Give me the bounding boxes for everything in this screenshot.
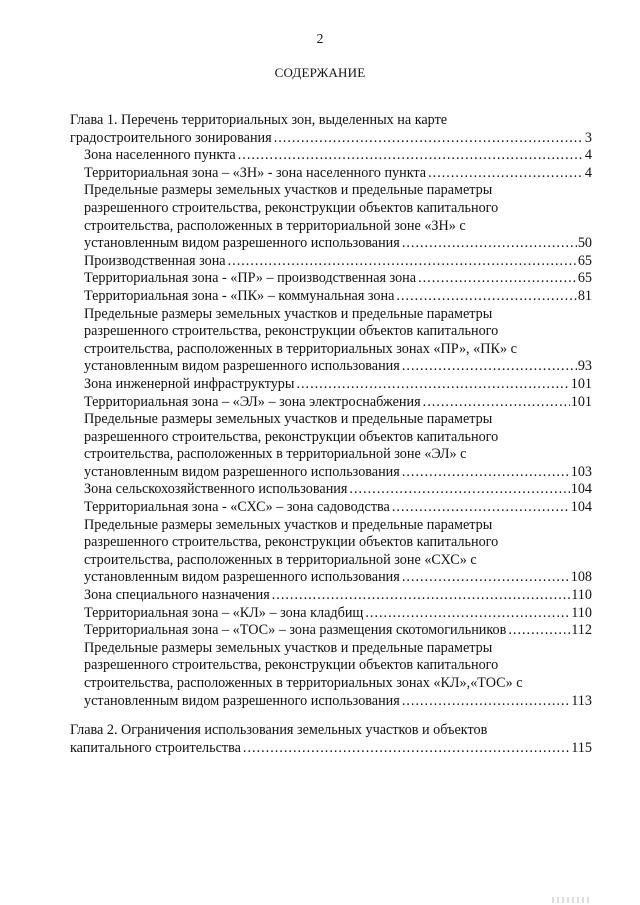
- toc-page-number: 115: [571, 739, 592, 756]
- dot-leader: [402, 358, 577, 376]
- toc-page-number: 50: [577, 235, 592, 252]
- page-title: СОДЕРЖАНИЕ: [274, 65, 366, 80]
- toc-entry-title: Территориальная зона - «ПР» – производственная зона: [84, 270, 417, 287]
- toc-entry-line: строительства, расположенных в территориальной зоне «ЭЛ» с: [84, 446, 467, 463]
- toc-page-number: 101: [570, 393, 592, 410]
- dot-leader: [228, 253, 577, 271]
- toc-entry-line: Предельные размеры земельных участков и предельные параметры: [84, 516, 493, 533]
- toc-entry: [84, 640, 592, 710]
- toc-entry-title: установленным видом разрешенного использования: [84, 358, 400, 375]
- toc-entry: [84, 481, 592, 499]
- toc-entry-line: Глава 1. Перечень территориальных зон, выделенных на карте: [70, 112, 448, 128]
- toc-entry: [84, 253, 592, 271]
- toc-entry-line: разрешенного строительства, реконструкции объектов капитального: [84, 199, 499, 216]
- toc-page-number: 113: [571, 692, 592, 709]
- toc-page-number: 104: [570, 499, 592, 516]
- toc-entry-last-line: [84, 165, 592, 183]
- toc-entry-title: Территориальная зона – «ЗН» - зона населенного пункта: [84, 164, 427, 181]
- toc-page-number: 103: [570, 463, 592, 480]
- dot-leader: [508, 622, 570, 640]
- toc-page-number: 4: [584, 164, 592, 181]
- toc-entry: [84, 605, 592, 623]
- toc-entry: [84, 288, 592, 306]
- toc-page-number: 3: [584, 129, 592, 146]
- toc-entry-title: установленным видом разрешенного использования: [84, 235, 400, 252]
- toc-entry-title: Производственная зона: [84, 252, 226, 269]
- toc-entry: [84, 411, 592, 481]
- toc-entry-line: разрешенного строительства, реконструкции объектов капитального: [84, 428, 499, 445]
- dot-leader: [243, 740, 570, 758]
- toc-entry-last-line: [84, 270, 592, 288]
- dot-leader: [396, 288, 576, 306]
- toc-entry-title: установленным видом разрешенного использования: [84, 569, 400, 586]
- dot-leader: [402, 464, 570, 482]
- dot-leader: [296, 376, 569, 394]
- toc-entry: [84, 165, 592, 183]
- toc-entry-last-line: [84, 288, 592, 306]
- toc-entry-line: Предельные размеры земельных участков и предельные параметры: [84, 411, 493, 428]
- toc-entry: [84, 587, 592, 605]
- dot-leader: [423, 394, 570, 412]
- toc-entry: [84, 376, 592, 394]
- toc-entry: [84, 182, 592, 252]
- dot-leader: [349, 481, 569, 499]
- toc-entry: [84, 306, 592, 376]
- toc-page-number: 65: [577, 252, 592, 269]
- dot-leader: [274, 130, 584, 148]
- dot-leader: [272, 587, 571, 605]
- toc-entry-last-line: [84, 693, 592, 711]
- toc-entry-title: градостроительного зонирования: [70, 129, 272, 146]
- dot-leader: [402, 235, 577, 253]
- toc-page-number: 110: [571, 587, 592, 604]
- page-number: 2: [316, 31, 324, 46]
- toc-entry-title: установленным видом разрешенного использования: [84, 463, 400, 480]
- toc-entry-last-line: [84, 499, 592, 517]
- toc-entry-title: Зона населенного пункта: [84, 147, 236, 164]
- toc-entry-line: Глава 2. Ограничения использования земельных участков и объектов: [70, 722, 488, 739]
- toc-page-number: 108: [570, 569, 592, 586]
- toc-entry-last-line: [84, 464, 592, 482]
- toc-entry-title: Зона сельскохозяйственного использования: [84, 481, 348, 498]
- dot-leader: [392, 499, 570, 517]
- toc-entry-title: Территориальная зона – «ЭЛ» – зона электроснабжения: [84, 393, 421, 410]
- toc-page-number: 4: [584, 147, 592, 164]
- toc-entry: [84, 622, 592, 640]
- toc-entry-last-line: [70, 130, 592, 148]
- dot-leader: [238, 147, 584, 165]
- dot-leader: [418, 270, 577, 288]
- toc-entry-line: Предельные размеры земельных участков и предельные параметры: [84, 305, 493, 322]
- scan-artifact: [552, 897, 592, 903]
- toc-entry-title: установленным видом разрешенного использования: [84, 692, 400, 709]
- toc-chapter: [70, 722, 592, 757]
- toc-entry-line: разрешенного строительства, реконструкции объектов капитального: [84, 323, 499, 340]
- toc-entry: [84, 394, 592, 412]
- toc-entry-line: разрешенного строительства, реконструкции объектов капитального: [84, 657, 499, 674]
- toc-entry-line: строительства, расположенных в территориальных зонах «ПР», «ПК» с: [84, 340, 517, 357]
- toc-page-number: 101: [570, 375, 592, 392]
- toc-entry-line: Предельные размеры земельных участков и предельные параметры: [84, 182, 493, 199]
- toc-page-number: 81: [577, 287, 592, 304]
- toc-entry-line: разрешенного строительства, реконструкции объектов капитального: [84, 534, 499, 551]
- toc-entry-title: Территориальная зона - «ПК» – коммунальная зона: [84, 287, 395, 304]
- toc-chapter: [70, 112, 592, 147]
- toc-entry-last-line: [84, 235, 592, 253]
- dot-leader: [402, 693, 570, 711]
- toc-entry-last-line: [84, 481, 592, 499]
- toc-page-number: 104: [570, 481, 592, 498]
- toc-entry-last-line: [70, 740, 592, 758]
- dot-leader: [365, 605, 570, 623]
- toc-entry-line: строительства, расположенных в территориальной зоне «ЗН» с: [84, 217, 466, 234]
- toc-entry-title: Территориальная зона - «СХС» – зона садоводства: [84, 499, 390, 516]
- toc-entry-line: строительства, расположенных в территориальной зоне «СХС» с: [84, 551, 477, 568]
- toc-entry-title: Зона специального назначения: [84, 587, 270, 604]
- toc-page-number: 110: [571, 604, 592, 621]
- dot-leader: [402, 569, 570, 587]
- table-of-contents: [70, 112, 592, 757]
- toc-page-number: 112: [571, 622, 592, 639]
- toc-page-number: 93: [577, 358, 592, 375]
- dot-leader: [428, 165, 584, 183]
- toc-entry-title: Зона инженерной инфраструктуры: [84, 375, 295, 392]
- toc-entry-last-line: [84, 358, 592, 376]
- toc-entry-title: Территориальная зона – «ТОС» – зона размещения скотомогильников: [84, 622, 507, 639]
- toc-entry-last-line: [84, 253, 592, 271]
- toc-entry-last-line: [84, 376, 592, 394]
- toc-entry: [84, 517, 592, 587]
- toc-entry: [84, 270, 592, 288]
- toc-page-number: 65: [577, 270, 592, 287]
- toc-entry: [84, 147, 592, 165]
- toc-entry-line: строительства, расположенных в территориальных зонах «КЛ»,«ТОС» с: [84, 675, 523, 691]
- toc-entry: [84, 499, 592, 517]
- toc-entry-last-line: [84, 587, 592, 605]
- toc-entry-last-line: [84, 605, 592, 623]
- toc-entry-title: капитального строительства: [70, 739, 241, 756]
- toc-entry-last-line: [84, 394, 592, 412]
- toc-entry-last-line: [84, 622, 592, 640]
- toc-entry-line: Предельные размеры земельных участков и предельные параметры: [84, 639, 493, 656]
- toc-entry-last-line: [84, 147, 592, 165]
- toc-entry-title: Территориальная зона – «КЛ» – зона кладбищ: [84, 604, 364, 621]
- toc-entry-last-line: [84, 569, 592, 587]
